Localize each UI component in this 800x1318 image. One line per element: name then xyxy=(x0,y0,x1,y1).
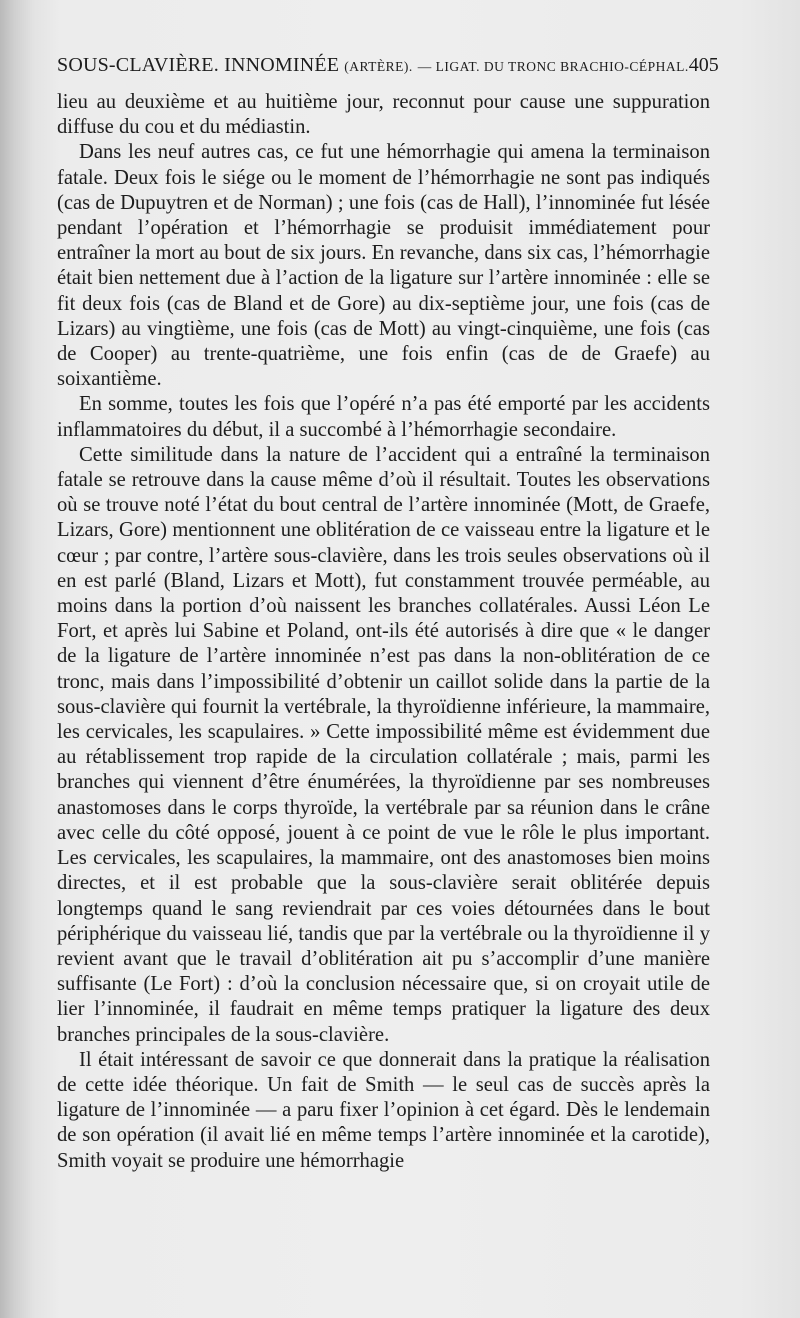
paragraph: Cette similitude dans la nature de l’accident qui a entraîné la terminaison fatale se retrouve dans la cause même d’où il résultait. Toutes les observations où se trouve noté l’état du bout central de l’artère innominée (Mott, de Graefe, Lizars, Gore) mentionnent une oblitération de ce vaisseau entre la ligature et le cœur ; par contre, l’artère sous-clavière, dans les trois seules observations où il en est parlé (Bland, Lizars et Mott), fut constamment trouvée perméable, au moins dans la portion d’où naissent les branches collatérales. Aussi Léon Le Fort, et après lui Sabine et Poland, ont-ils été autorisés à dire que « le danger de la ligature de l’artère innominée n’est pas dans la non-oblitération de ce tronc, mais dans l’impossibilité d’obtenir un caillot solide dans la partie de la sous-clavière qui fournit la vertébrale, la thyroïdienne inférieure, la mammaire, les cervicales, les scapulaires. » Cette impossibilité même est évidemment due au rétablissement trop rapide de la circulation collatérale ; mais, parmi les branches qui viennent d’être énumérées, la thyroïdienne par ses nombreuses anastomoses dans le corps thyroïde, la vertébrale par sa réunion dans le crâne avec celle du côté opposé, jouent à ce point de vue le rôle le plus important. Les cervicales, les scapulaires, la mammaire, ont des anastomoses bien moins directes, et il est probable que la sous-clavière serait oblitérée depuis longtemps quand le sang reviendrait par ces voies détournées dans le bout périphérique du vaisseau lié, tandis que par la vertébrale ou la thyroïdienne il y revient avant que le travail d’oblitération ait pu s’accomplir d’une manière suffisante (Le Fort) : d’où la conclusion nécessaire que, si on croyait utile de lier l’innominée, il faudrait en même temps pratiquer la ligature des deux branches principales de la sous-clavière. xyxy=(57,443,710,1046)
paragraph: Dans les neuf autres cas, ce fut une hémorrhagie qui amena la terminaison fatale. Deux fois le siége ou le moment de l’hémorrhagie ne sont pas indiqués (cas de Dupuytren et de Norman) ; une fois (cas de Hall), l’innominée fut lésée pendant l’opération et l’hémorrhagie se produisit immédiatement pour entraîner la mort au bout de six jours. En revanche, dans six cas, l’hémorrhagie était bien nettement due à l’action de la ligature sur l’artère innominée : elle se fit deux fois (cas de Bland et de Gore) au dix-septième jour, une fois (cas de Lizars) au vingtième, une fois (cas de Mott) au vingt-cinquième, une fois (cas de Cooper) au trente-quatrième, une fois enfin (cas de de Graefe) au soixantième. xyxy=(57,141,710,391)
running-title-main: SOUS-CLAVIÈRE. INNOMINÉE xyxy=(57,54,340,76)
paragraph: En somme, toutes les fois que l’opéré n’a pas été emporté par les accidents inflammatoires du début, il a succombé à l’hémorrhagie secondaire. xyxy=(57,393,710,441)
running-head xyxy=(57,52,719,78)
page-number: 405 xyxy=(688,54,719,76)
running-title-paren: (ARTÈRE). xyxy=(344,59,413,74)
paragraph-continuation: lieu au deuxième et au huitième jour, reconnut pour cause une suppuration diffuse du cou et du médiastin. xyxy=(57,91,710,139)
running-title xyxy=(57,52,689,80)
running-title-rest: — LIGAT. DU TRONC BRACHIO-CÉPHAL. xyxy=(417,59,689,74)
body-text xyxy=(57,90,710,1174)
paragraph: Il était intéressant de savoir ce que donnerait dans la pratique la réalisation de cette idée théorique. Un fait de Smith — le seul cas de succès après la ligature de l’innominée — a paru fixer l’opinion à cet égard. Dès le lendemain de son opération (il avait lié en même temps l’artère innominée et la carotide), Smith voyait se produire une hémorrhagie xyxy=(57,1048,710,1172)
